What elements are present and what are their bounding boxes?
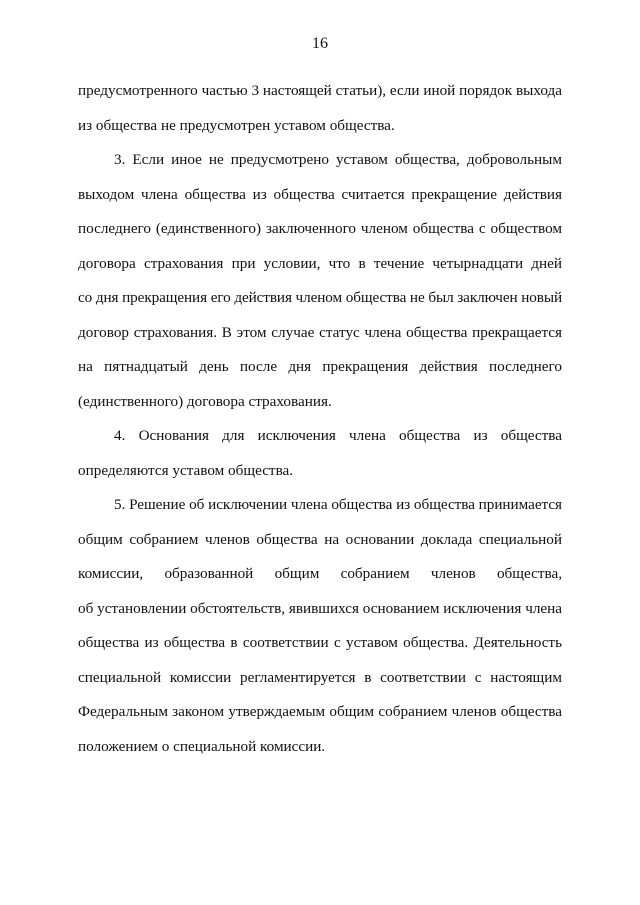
text-line: Федеральным законом утверждаемым общим собранием членов общества [78, 703, 562, 720]
text-line: договора страхования при условии, что в течение четырнадцати дней [78, 254, 562, 272]
paragraph-4 [78, 419, 562, 488]
text-line: комиссии, образованной общим собранием членов общества, [78, 565, 562, 582]
text-line: (единственного) договора страхования. [78, 392, 332, 410]
document-body [78, 74, 562, 764]
text-line: из общества не предусмотрен уставом общества. [78, 116, 395, 134]
page-number: 16 [312, 35, 328, 52]
text-line: общества из общества в соответствии с уставом общества. Деятельность [78, 634, 562, 651]
text-line: специальной комиссии регламентируется в соответствии с настоящим [78, 668, 562, 686]
text-line: 3. Если иное не предусмотрено уставом общества, добровольным [114, 151, 562, 168]
paragraph-5 [78, 488, 562, 764]
text-line: 5. Решение об исключении члена общества из общества принимается [114, 496, 562, 513]
paragraph-3 [78, 143, 562, 419]
text-line: положением о специальной комиссии. [78, 737, 326, 755]
text-line: предусмотренного частью 3 настоящей статьи), если иной порядок выхода [78, 82, 562, 99]
text-line: об установлении обстоятельств, явившихся основанием исключения члена [78, 599, 562, 617]
text-line: 4. Основания для исключения члена общества из общества [114, 427, 562, 444]
text-line: на пятнадцатый день после дня прекращения действия последнего [78, 358, 562, 375]
text-line: последнего (единственного) заключенного членом общества с обществом [78, 220, 562, 237]
text-line: со дня прекращения его действия членом общества не был заключен новый [78, 289, 562, 306]
text-line: общим собранием членов общества на основании доклада специальной [78, 530, 562, 548]
text-line: выходом члена общества из общества считается прекращение действия [78, 185, 562, 203]
paragraph-continuation [78, 74, 562, 143]
text-line: договор страхования. В этом случае статус члена общества прекращается [78, 323, 562, 341]
text-line: определяются уставом общества. [78, 461, 294, 479]
